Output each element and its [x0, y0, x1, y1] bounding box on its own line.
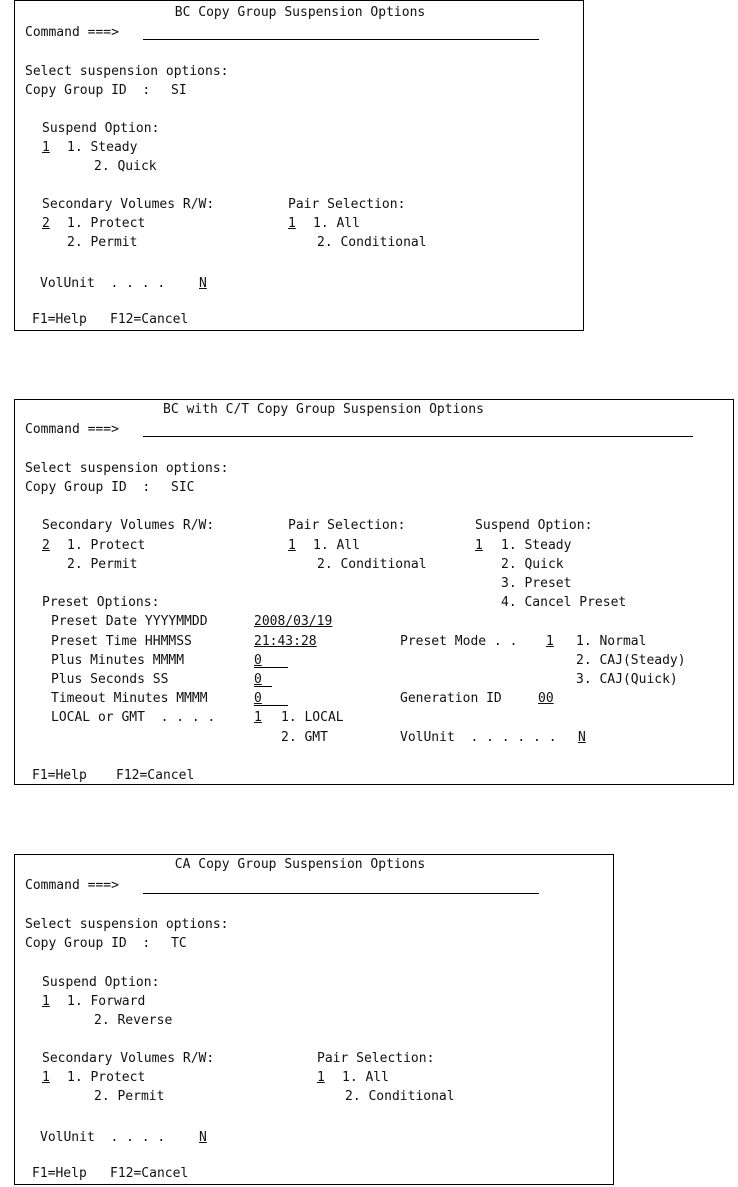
suspend-opt1: 1. Forward	[67, 994, 146, 1009]
generation-input[interactable]: 00	[538, 691, 554, 706]
local-gmt-label: LOCAL or GMT . . . .	[51, 710, 216, 725]
secvol-heading: Secondary Volumes R/W:	[42, 1051, 215, 1066]
pair-input[interactable]: 1	[317, 1070, 325, 1085]
pair-input[interactable]: 1	[288, 216, 296, 231]
copy-group-label: Copy Group ID :	[25, 480, 151, 495]
plus-minutes-label: Plus Minutes MMMM	[51, 653, 185, 668]
suspend-opt2: 2. Quick	[501, 557, 564, 572]
copy-group-label: Copy Group ID :	[25, 936, 151, 951]
panel-bc-suspension	[14, 0, 584, 331]
secvol-opt1: 1. Protect	[67, 538, 146, 553]
volunit-label: VolUnit . . . .	[40, 1130, 166, 1145]
panel-title: BC with C/T Copy Group Suspension Options	[163, 402, 484, 417]
timeout-input[interactable]: 0	[254, 691, 262, 706]
f1-help[interactable]: F1=Help	[32, 312, 87, 327]
preset-date-label: Preset Date YYYYMMDD	[51, 614, 208, 629]
plus-minutes-input[interactable]: 0	[254, 653, 262, 668]
secvol-heading: Secondary Volumes R/W:	[42, 518, 215, 533]
suspend-opt4: 4. Cancel Preset	[501, 595, 627, 610]
mode-opt2: 2. CAJ(Steady)	[576, 653, 686, 668]
suspend-opt1: 1. Steady	[67, 140, 138, 155]
suspend-opt2: 2. Quick	[94, 159, 157, 174]
f12-cancel[interactable]: F12=Cancel	[116, 768, 195, 783]
volunit-input[interactable]: N	[578, 730, 586, 745]
timeout-underline	[254, 705, 288, 706]
suspend-input[interactable]: 1	[42, 994, 50, 1009]
preset-heading: Preset Options:	[42, 595, 160, 610]
secvol-input[interactable]: 2	[42, 216, 50, 231]
preset-time-label: Preset Time HHMMSS	[51, 634, 192, 649]
pair-heading: Pair Selection:	[317, 1051, 435, 1066]
select-label: Select suspension options:	[25, 461, 229, 476]
preset-date-input[interactable]: 2008/03/19	[254, 614, 333, 629]
copy-group-value: SIC	[171, 480, 195, 495]
pair-opt2: 2. Conditional	[317, 557, 427, 572]
pair-heading: Pair Selection:	[288, 518, 406, 533]
volunit-input[interactable]: N	[199, 276, 207, 291]
secvol-heading: Secondary Volumes R/W:	[42, 197, 215, 212]
select-label: Select suspension options:	[25, 917, 229, 932]
suspend-heading: Suspend Option:	[42, 121, 160, 136]
mode-opt3: 3. CAJ(Quick)	[576, 672, 678, 687]
mode-opt1: 1. Normal	[576, 634, 647, 649]
pair-opt1: 1. All	[313, 538, 360, 553]
secvol-opt2: 2. Permit	[94, 1089, 165, 1104]
local-gmt-input[interactable]: 1	[254, 710, 262, 725]
plus-minutes-underline	[254, 667, 288, 668]
command-label: Command ===>	[25, 25, 119, 40]
plus-seconds-input[interactable]: 0	[254, 672, 262, 687]
secvol-opt1: 1. Protect	[67, 1070, 146, 1085]
secvol-input[interactable]: 1	[42, 1070, 50, 1085]
pair-opt2: 2. Conditional	[317, 235, 427, 250]
suspend-heading: Suspend Option:	[475, 518, 593, 533]
f1-help[interactable]: F1=Help	[32, 1166, 87, 1181]
pair-opt1: 1. All	[342, 1070, 389, 1085]
suspend-input[interactable]: 1	[42, 140, 50, 155]
generation-label: Generation ID	[400, 691, 502, 706]
panel-bc-ct-suspension	[14, 399, 734, 785]
pair-opt2: 2. Conditional	[345, 1089, 455, 1104]
suspend-opt2: 2. Reverse	[94, 1013, 173, 1028]
preset-mode-input[interactable]: 1	[546, 634, 554, 649]
secvol-opt1: 1. Protect	[67, 216, 146, 231]
copy-group-value: SI	[171, 83, 187, 98]
plus-seconds-label: Plus Seconds SS	[51, 672, 169, 687]
panel-ca-suspension	[14, 854, 614, 1185]
command-input[interactable]	[143, 39, 539, 40]
preset-time-input[interactable]: 21:43:28	[254, 634, 317, 649]
suspend-opt1: 1. Steady	[501, 538, 572, 553]
panel-title: BC Copy Group Suspension Options	[174, 5, 426, 20]
local-opt1: 1. LOCAL	[281, 710, 344, 725]
f12-cancel[interactable]: F12=Cancel	[110, 1166, 189, 1181]
command-label: Command ===>	[25, 422, 119, 437]
timeout-label: Timeout Minutes MMMM	[51, 691, 208, 706]
secvol-input[interactable]: 2	[42, 538, 50, 553]
local-opt2: 2. GMT	[281, 730, 328, 745]
suspend-heading: Suspend Option:	[42, 975, 160, 990]
panel-title: CA Copy Group Suspension Options	[174, 857, 426, 872]
command-input[interactable]	[143, 893, 539, 894]
volunit-input[interactable]: N	[199, 1130, 207, 1145]
copy-group-value: TC	[171, 936, 187, 951]
plus-seconds-underline	[254, 686, 272, 687]
select-label: Select suspension options:	[25, 64, 229, 79]
command-input[interactable]	[143, 436, 693, 437]
volunit-label: VolUnit . . . .	[40, 276, 166, 291]
pair-input[interactable]: 1	[288, 538, 296, 553]
f1-help[interactable]: F1=Help	[32, 768, 87, 783]
copy-group-label: Copy Group ID :	[25, 83, 151, 98]
f12-cancel[interactable]: F12=Cancel	[110, 312, 189, 327]
volunit-label: VolUnit . . . . . .	[400, 730, 557, 745]
secvol-opt2: 2. Permit	[67, 235, 138, 250]
secvol-opt2: 2. Permit	[67, 557, 138, 572]
suspend-opt3: 3. Preset	[501, 576, 572, 591]
pair-opt1: 1. All	[313, 216, 360, 231]
suspend-input[interactable]: 1	[475, 538, 483, 553]
preset-mode-label: Preset Mode . .	[400, 634, 518, 649]
pair-heading: Pair Selection:	[288, 197, 406, 212]
command-label: Command ===>	[25, 878, 119, 893]
